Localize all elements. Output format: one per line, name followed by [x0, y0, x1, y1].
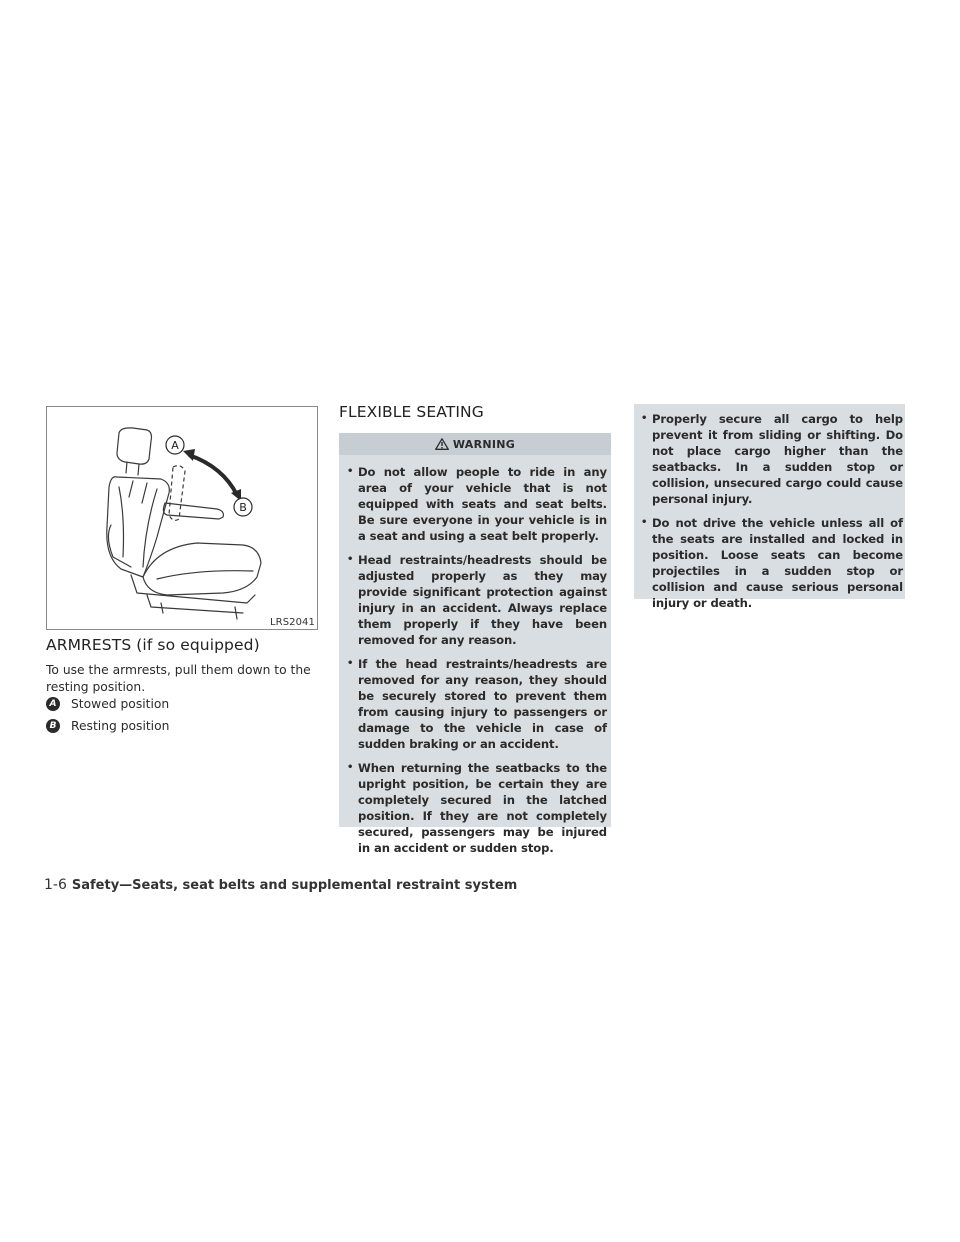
armrests-body: To use the armrests, pull them down to the resting position. — [46, 663, 311, 694]
warning-header — [339, 433, 611, 455]
warning-label: WARNING — [452, 437, 516, 451]
label-a: A — [171, 439, 179, 452]
warning-triangle-icon — [435, 438, 449, 450]
list-item: • If the head restraints/headrests are removed for any reason, they should be securely stored to prevent them from causing injury to passengers or damage to the vehicle in case of sudden braking or an accident. — [347, 656, 607, 752]
warning-list-1 — [347, 464, 607, 864]
flexible-seating-title: FLEXIBLE SEATING — [339, 403, 484, 421]
legend-text-a: Stowed position — [71, 697, 170, 711]
armrests-title: ARMRESTS (if so equipped) — [46, 636, 260, 654]
armrest-figure — [46, 406, 318, 630]
label-b: B — [239, 501, 247, 514]
warning-list-2 — [641, 411, 903, 619]
chapter-title: Safety—Seats, seat belts and supplemental restraint system — [71, 878, 518, 893]
badge-b: B — [46, 719, 60, 733]
legend-text-b: Resting position — [71, 719, 170, 733]
list-item: • When returning the seatbacks to the upright position, be certain they are completely secured in the latched position. If they are not completely secured, passengers may be injured in an accident or sudden stop. — [347, 760, 607, 856]
list-item: • Do not drive the vehicle unless all of the seats are installed and locked in position. Loose seats can become projectiles in a sudden stop or collision and cause serious personal injury or death. — [641, 515, 903, 611]
list-item: • Head restraints/headrests should be adjusted properly as they may provide significant protection against injury in an accident. Always replace them properly if they have been removed for any reason. — [347, 552, 607, 648]
list-item: • Do not allow people to ride in any area of your vehicle that is not equipped with seats and seat belts. Be sure everyone in your vehicle is in a seat and using a seat belt properly. — [347, 464, 607, 544]
legend-item-b — [46, 719, 169, 733]
seat-illustration — [47, 407, 319, 631]
list-item: • Properly secure all cargo to help prevent it from sliding or shifting. Do not place cargo higher than the seatbacks. In a sudden stop or collision, unsecured cargo could cause personal injury. — [641, 411, 903, 507]
figure-code: LRS2041 — [269, 617, 315, 628]
badge-a: A — [46, 697, 60, 711]
page-number: 1-6 — [44, 877, 67, 893]
legend-item-a — [46, 697, 169, 711]
page-footer — [44, 877, 517, 893]
